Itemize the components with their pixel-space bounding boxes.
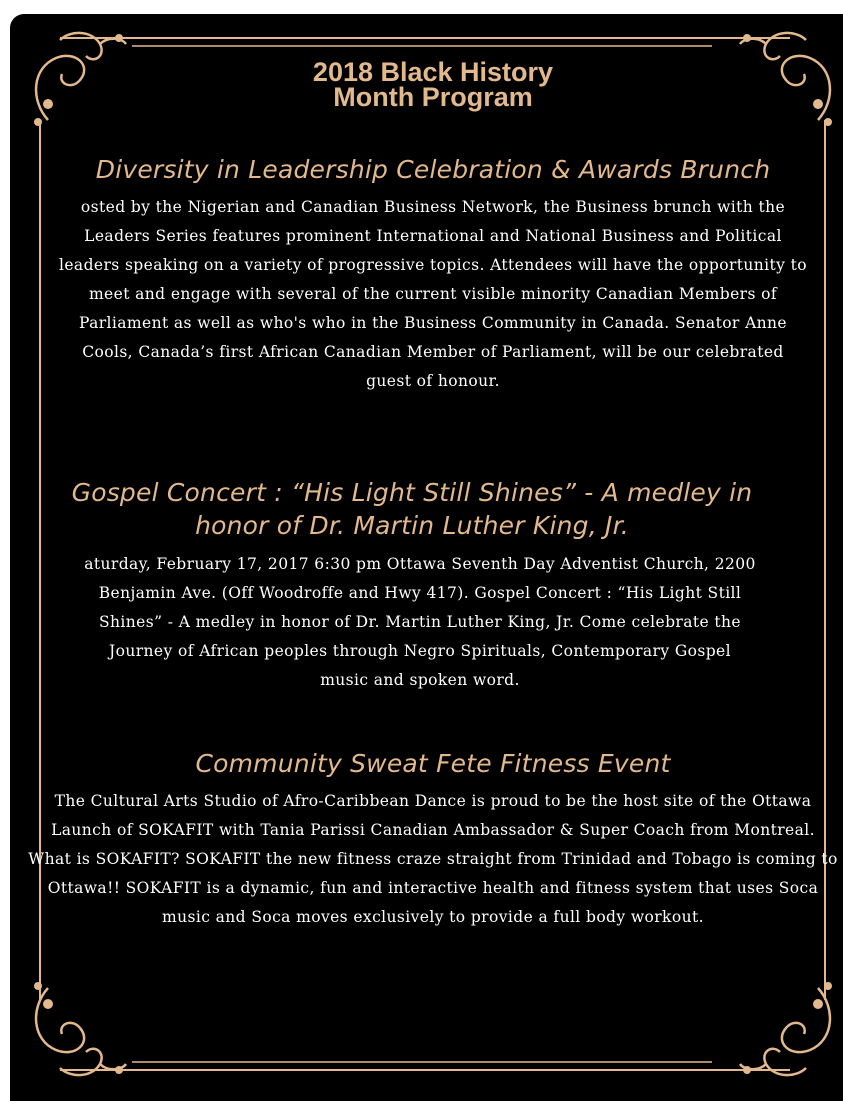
title-line-1: 2018 Black History bbox=[312, 57, 554, 87]
gospel-body-line: Journey of African peoples through Negro Spirituals, Contemporary Gospel bbox=[109, 642, 731, 660]
section-body-fitness: The Cultural Arts Studio of Afro-Caribbean Dance is proud to be the host site of the Ottawa Launch of SOKAFIT with Tania Parissi Canadian Ambassador & Super Coach from Montreal. What is SOKAFIT? SOKAFIT the new fitness craze straight from Trinidad and Tobago is coming to Ottawa!! SOKAFIT is a dynamic, fun and interactive health and fitness system that uses Soca music and Soca moves exclusively to provide a full body workout. bbox=[28, 792, 838, 926]
gospel-body-line: Shines” - A medley in honor of Dr. Martin Luther King, Jr. Come celebrate the bbox=[99, 613, 741, 631]
page-title bbox=[0, 57, 843, 112]
gospel-body-line: Benjamin Ave. (Off Woodroffe and Hwy 417). Gospel Concert : “His Light Still bbox=[98, 584, 742, 602]
section-body-gospel bbox=[12, 550, 828, 695]
gospel-heading-line-1: Gospel Concert : “His Light Still Shines” - A medley in bbox=[71, 478, 753, 507]
section-heading-brunch: Diversity in Leadership Celebration & Awards Brunch bbox=[95, 155, 771, 184]
section-body-brunch: osted by the Nigerian and Canadian Business Network, the Business brunch with the Leaders Series features prominent International and National Business and Political leaders speaking on a variety of progressive topics. Attendees will have the opportunity to meet and engage with several of the current visible minority Canadian Members of Parliament as well as who's who in the Business Community in Canada. Senator Anne Cools, Canada’s first African Canadian Member of Parliament, will be our celebrated guest of honour. bbox=[59, 198, 807, 390]
gospel-body-line: music and spoken word. bbox=[320, 671, 520, 689]
title-line-2: Month Program bbox=[333, 82, 533, 112]
section-heading-fitness: Community Sweat Fete Fitness Event bbox=[195, 749, 671, 778]
section-heading-gospel bbox=[0, 476, 824, 542]
gospel-body-line: aturday, February 17, 2017 6:30 pm Ottawa Seventh Day Adventist Church, 2200 bbox=[84, 555, 756, 573]
gospel-heading-line-2: honor of Dr. Martin Luther King, Jr. bbox=[195, 511, 629, 540]
